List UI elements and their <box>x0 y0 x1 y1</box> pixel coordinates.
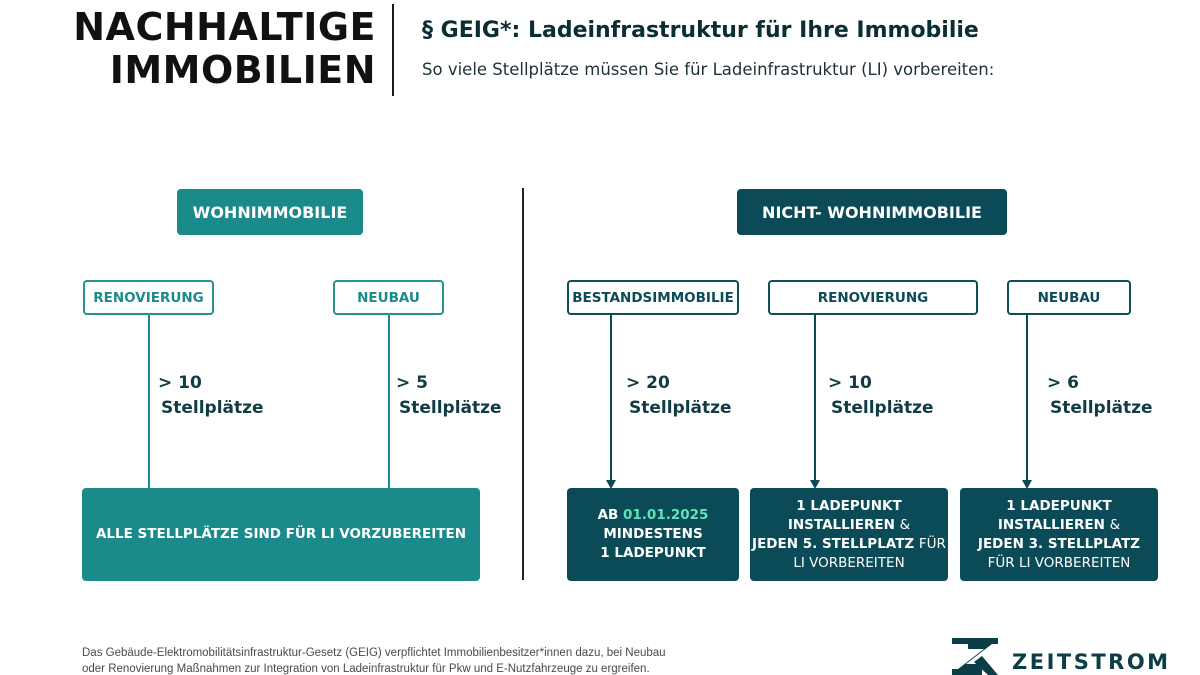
threshold-value: > 5 <box>396 373 428 393</box>
subheadline: So viele Stellplätze müssen Sie für Ladeinfrastruktur (LI) vorbereiten: <box>422 60 995 79</box>
footnote <box>82 645 752 675</box>
type-residential-renovation: RENOVIERUNG <box>83 280 214 315</box>
result-prefix: AB <box>597 507 619 523</box>
result-bold: INSTALLIEREN <box>787 516 895 533</box>
result-line: 1 LADEPUNKT <box>1006 497 1112 514</box>
category-non-residential: NICHT- WOHNIMMOBILIE <box>737 189 1007 235</box>
brand-title-line2: IMMOBILIEN <box>109 48 376 92</box>
result-line <box>598 506 709 525</box>
result-line: 1 LADEPUNKT <box>796 497 902 514</box>
threshold-residential-renovation <box>158 371 264 421</box>
result-line: 1 LADEPUNKT <box>600 545 706 561</box>
brand-title-line1: NACHHALTIGE <box>73 5 376 49</box>
result-non-residential-existing <box>567 488 739 581</box>
result-line: MINDESTENS <box>603 526 703 542</box>
result-bold: INSTALLIEREN <box>997 516 1105 533</box>
connector-non-residential-renovation <box>814 315 816 480</box>
logo-text: ZEITSTROM <box>1012 650 1171 674</box>
threshold-unit: Stellplätze <box>1050 398 1153 418</box>
result-normal: & <box>899 516 911 533</box>
result-non-residential-renovation <box>750 488 948 581</box>
connector-residential-new-build <box>388 315 390 488</box>
type-residential-new-build: NEUBAU <box>333 280 444 315</box>
result-non-residential-new-build <box>960 488 1158 581</box>
threshold-non-residential-new-build <box>1047 371 1153 421</box>
connector-non-residential-new-build <box>1026 315 1028 480</box>
footnote-line2: oder Renovierung Maßnahmen zur Integration von Ladeinfrastruktur für Pkw und E-Nutzfahrzeuge zu ergreifen. <box>82 663 650 675</box>
footnote-line1: Das Gebäude-Elektromobilitätsinfrastruktur-Gesetz (GEIG) verpflichtet Immobilienbesitzer*innen dazu, bei Neubau <box>82 647 666 659</box>
result-residential-text: ALLE STELLPLÄTZE SIND FÜR LI VORZUBEREITEN <box>95 526 467 542</box>
center-divider <box>522 188 524 580</box>
brand-title <box>70 6 376 92</box>
result-line <box>752 535 946 554</box>
result-line: LI VORBEREITEN <box>793 554 905 571</box>
threshold-value: > 6 <box>1047 373 1079 393</box>
result-line <box>788 516 910 535</box>
type-non-residential-existing: BESTANDSIMMOBILIE <box>567 280 739 315</box>
threshold-non-residential-existing <box>626 371 732 421</box>
threshold-unit: Stellplätze <box>399 398 502 418</box>
threshold-unit: Stellplätze <box>629 398 732 418</box>
connector-residential-renovation <box>148 315 150 488</box>
type-non-residential-renovation: RENOVIERUNG <box>768 280 978 315</box>
threshold-unit: Stellplätze <box>161 398 264 418</box>
result-line: JEDEN 3. STELLPLATZ <box>977 535 1141 552</box>
type-non-residential-new-build: NEUBAU <box>1007 280 1131 315</box>
result-bold: JEDEN 5. STELLPLATZ <box>752 535 915 552</box>
threshold-value: > 10 <box>828 373 872 393</box>
result-residential <box>82 488 480 581</box>
result-line: FÜR LI VORBEREITEN <box>987 554 1131 571</box>
result-date: 01.01.2025 <box>623 507 709 523</box>
result-line <box>998 516 1120 535</box>
threshold-non-residential-renovation <box>828 371 934 421</box>
threshold-value: > 20 <box>626 373 670 393</box>
zeitstrom-logo-icon <box>952 638 998 675</box>
result-normal: FÜR <box>918 535 946 552</box>
threshold-unit: Stellplätze <box>831 398 934 418</box>
result-normal: & <box>1109 516 1121 533</box>
threshold-residential-new-build <box>396 371 502 421</box>
threshold-value: > 10 <box>158 373 202 393</box>
headline: § GEIG*: Ladeinfrastruktur für Ihre Immobilie <box>422 18 979 43</box>
category-residential: WOHNIMMOBILIE <box>177 189 363 235</box>
connector-non-residential-existing <box>610 315 612 480</box>
header-divider <box>392 4 394 96</box>
